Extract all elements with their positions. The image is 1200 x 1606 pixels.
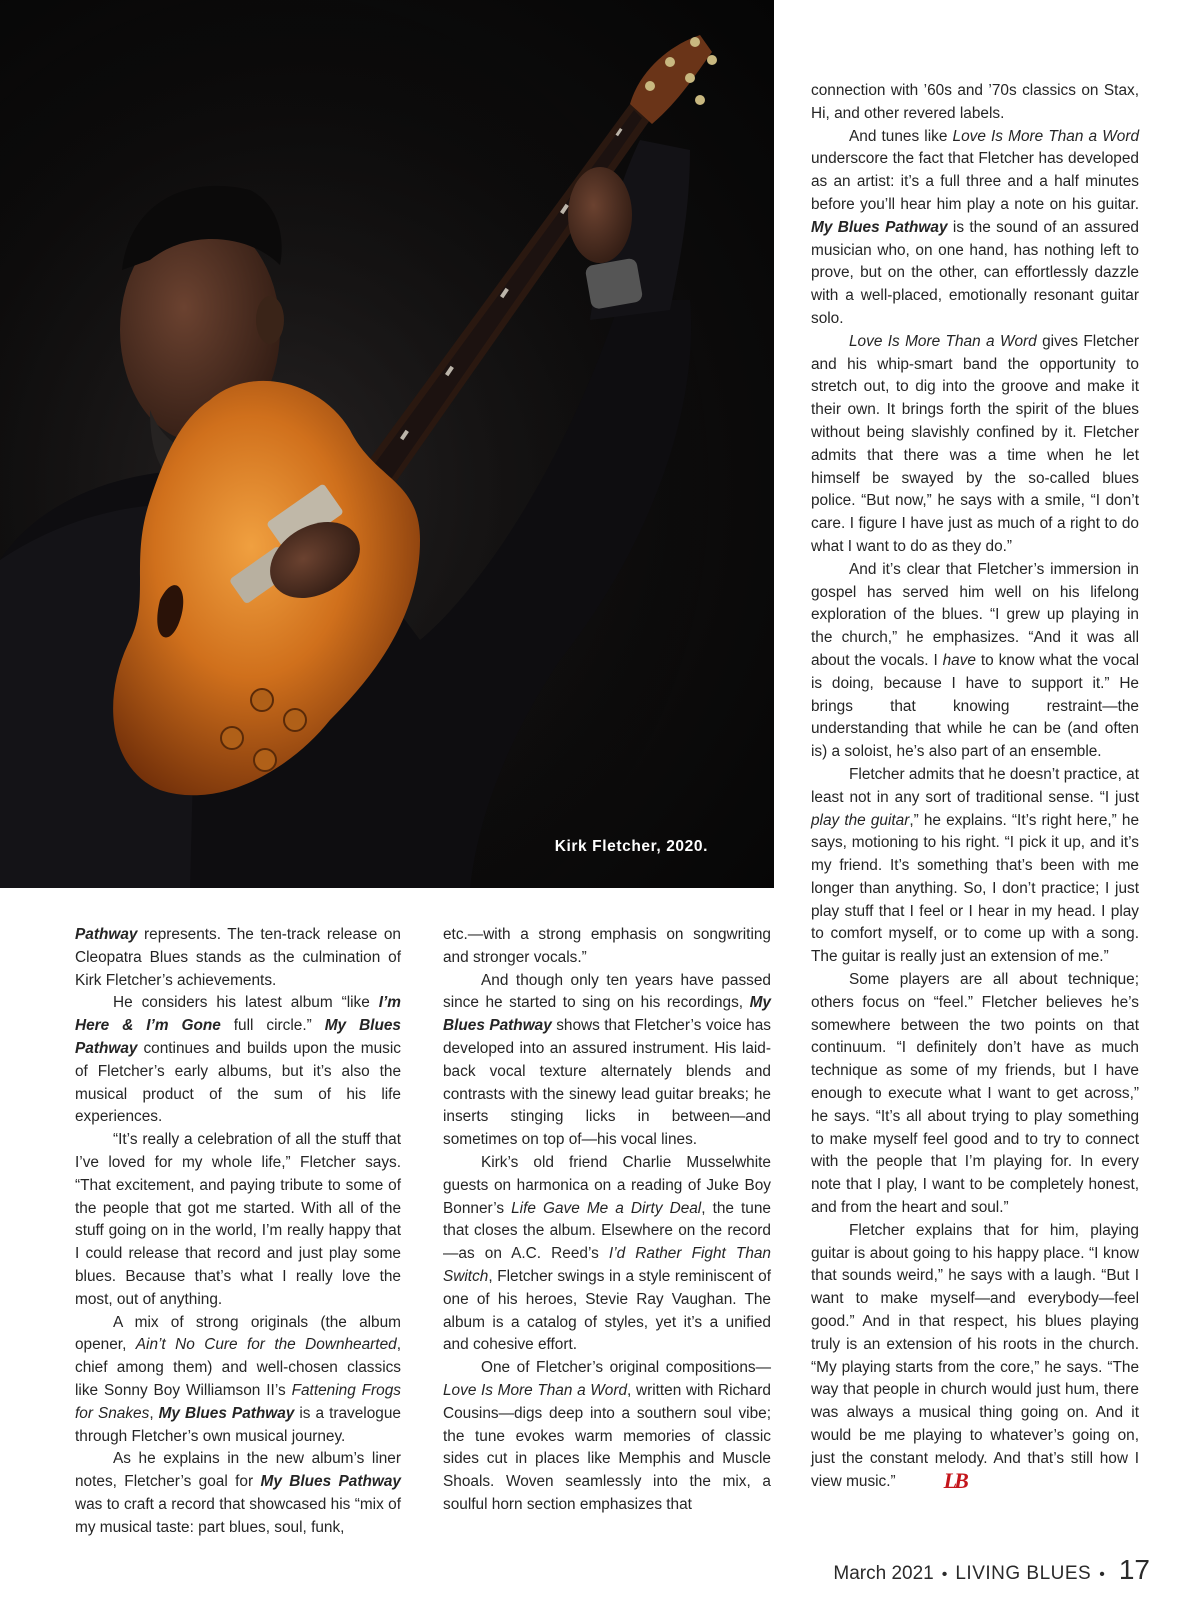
article-column-2 [443, 924, 771, 1517]
article-paragraph: And tunes like Love Is More Than a Word underscore the fact that Fletcher has developed as an artist: it’s a full three and a half minutes before you’ll hear him play a note on his guitar. My Blues Pathway is the sound of an assured musician who, on one hand, has nothing left to prove, but on the other, can effortlessly dazzle with a well-placed, emotionally resonant guitar solo. [811, 127, 1139, 327]
article-paragraph: A mix of strong originals (the album opener, Ain’t No Cure for the Downhearted, chief among them) and well-chosen classics like Sonny Boy Williamson II’s Fattening Frogs for Snakes, My Blues Pathway is a travelogue through Fletcher’s own musical journey. [75, 1313, 401, 1445]
article-paragraph: Pathway represents. The ten-track release on Cleopatra Blues stands as the culmination of Kirk Fletcher’s achievements. [75, 926, 401, 989]
guitarist-illustration [0, 0, 774, 888]
article-paragraph: Kirk’s old friend Charlie Musselwhite guests on harmonica on a reading of Juke Boy Bonner’s Life Gave Me a Dirty Deal, the tune that closes the album. Elsewhere on the record—as on A.C. Reed’s I’d Rather Fight Than Switch, Fletcher swings in a style reminiscent of one of his heroes, Stevie Ray Vaughan. The album is a catalog of styles, yet it’s a unified and cohesive effort. [443, 1153, 771, 1354]
end-mark-logo: LB [943, 1467, 966, 1493]
magazine-name: LIVING BLUES [955, 1563, 1092, 1584]
article-paragraph: He considers his latest album “like I’m Here & I’m Gone full circle.” My Blues Pathway continues and builds upon the music of Fletcher’s early albums, but it’s also the musical product of the sum of his life experiences. [75, 994, 401, 1126]
article-paragraph: One of Fletcher’s original compositions—Love Is More Than a Word, written with Richard Cousins—digs deep into a southern soul vibe; the tune evokes warm memories of classic sides cut in places like Memphis and Muscle Shoals. Woven seamlessly into the mix, a soulful horn section emphasizes that [443, 1359, 771, 1513]
page-number: 17 [1118, 1554, 1150, 1585]
footer-separator: • [1099, 1566, 1105, 1583]
photo-caption: Kirk Fletcher, 2020. [554, 838, 708, 855]
article-paragraph: “It’s really a celebration of all the stuff that I’ve loved for my whole life,” Fletcher says. “That excitement, and paying tribute to some of the people that got me started. With all of the stuff going on in the world, I’m really happy that I could release that record and just play some blues. Because that’s what I really love the most, out of anything. [75, 1131, 401, 1308]
feature-photo [0, 0, 774, 888]
article-paragraph: Fletcher admits that he doesn’t practice, at least not in any sort of traditional sense. “I just play the guitar,” he explains. “It’s right here,” he says, motioning to his right. “I pick it up, and it’s my friend. It’s something that’s been with me longer than anything. So, I don’t practice; I just play stuff that I feel or I hear in my head. I play to comfort myself, or to come up with a song. The guitar is really just an extension of me.” [811, 765, 1140, 966]
article-paragraph: Some players are all about technique; others focus on “feel.” Fletcher believes he’s somewhere between the two points on that continuum. “I definitely don’t have as much technique as some of my friends, but I have enough to execute what I want to get across,” he says. “It’s all about trying to play something to make myself feel good and to try to connect with the people that I’m playing for. In every note that I play, I want to be completely honest, and from the heart and soul.” [811, 971, 1139, 1217]
article-column-1 [75, 924, 401, 1540]
article-paragraph: connection with ’60s and ’70s classics on Stax, Hi, and other revered labels. [811, 82, 1139, 122]
article-column-3 [811, 80, 1139, 1493]
issue-date: March 2021 [833, 1563, 934, 1584]
footer-separator: • [941, 1566, 948, 1583]
article-paragraph: As he explains in the new album’s liner notes, Fletcher’s goal for My Blues Pathway was to craft a record that showcased his “mix of my musical taste: part blues, soul, funk, [75, 1450, 401, 1536]
article-paragraph: And though only ten years have passed since he started to sing on his recordings, My Blues Pathway shows that Fletcher’s voice has developed into an assured instrument. His laid-back vocal texture alternately blends and contrasts with the sinewy lead guitar breaks; he inserts stinging licks in between—and sometimes on top of—his vocal lines. [443, 971, 771, 1149]
article-paragraph: etc.—with a strong emphasis on songwriting and stronger vocals.” [443, 926, 771, 966]
article-paragraph: Fletcher explains that for him, playing guitar is about going to his happy place. “I know that sounds weird,” he says with a laugh. “But I want to make myself—and everybody—feel good.” And in that respect, his blues playing truly is an extension of his roots in the church. “My playing starts from the core,” he says. “The way that people in church would just hum, there was always a musical thing going on. And it would be me playing to whatever’s going on, just the constant melody. And that’s still how I view music.” LB [811, 1221, 1139, 1493]
article-paragraph: Love Is More Than a Word gives Fletcher and his whip-smart band the opportunity to stretch out, to dig into the groove and make it their own. It brings forth the spirit of the blues without being slavishly confined by it. Fletcher admits that there was a time when he let himself be swayed by the so-called blues police. “But now,” he says with a smile, “I don’t care. I figure I have just as much of a right to do what I want to do as they do.” [811, 332, 1140, 555]
page-footer [833, 1554, 1150, 1586]
article-paragraph: And it’s clear that Fletcher’s immersion in gospel has served him well on his lifelong exploration of the blues. “I grew up playing in the church,” he emphasizes. “And it was all about the vocals. I have to know what the vocal is doing, because I have to support it.” He brings that knowing restraint—the understanding that while he can be (and often is) a soloist, he’s also part of an ensemble. [811, 560, 1139, 761]
